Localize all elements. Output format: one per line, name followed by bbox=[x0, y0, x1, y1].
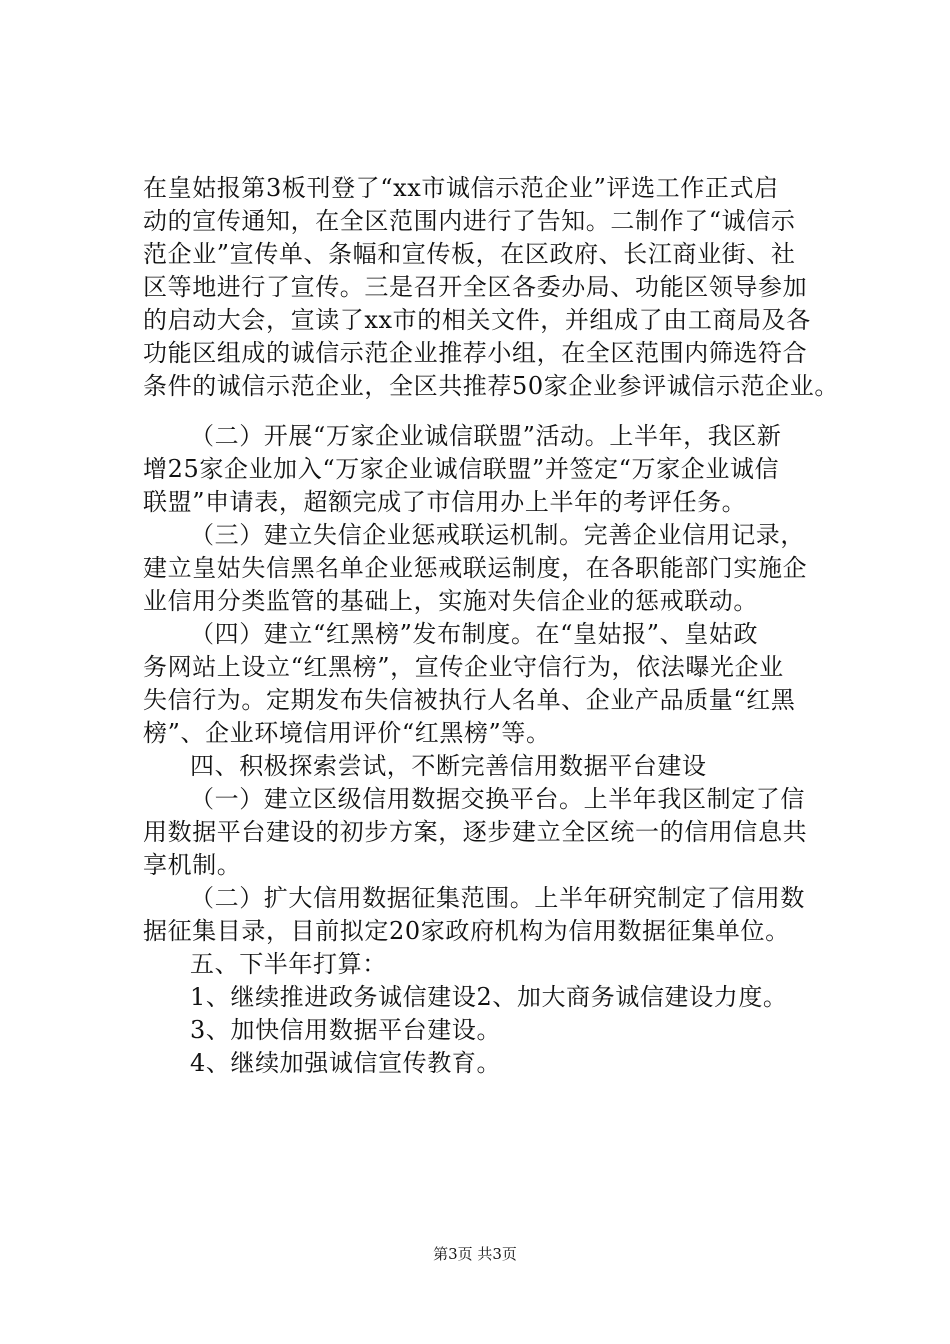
paragraph-line: 动的宣传通知，在全区范围内进行了告知。二制作了“诚信示 bbox=[143, 207, 796, 235]
paragraph-gap bbox=[143, 403, 843, 420]
paragraph-line: （三）建立失信企业惩戒联运机制。完善企业信用记录， bbox=[190, 521, 805, 549]
paragraph-line: 范企业”宣传单、条幅和宣传板，在区政府、长江商业街、社 bbox=[143, 240, 796, 268]
paragraph-line: 建立皇姑失信黑名单企业惩戒联运制度，在各职能部门实施企 bbox=[143, 554, 808, 582]
paragraph-line: 据征集目录，目前拟定20家政府机构为信用数据征集单位。 bbox=[143, 917, 790, 945]
section-heading: 五、下半年打算： bbox=[190, 950, 387, 978]
list-item: 3、加快信用数据平台建设。 bbox=[190, 1016, 502, 1044]
paragraph-line: 的启动大会，宣读了xx市的相关文件，并组成了由工商局及各 bbox=[143, 306, 811, 334]
paragraph-line: 区等地进行了宣传。三是召开全区各委办局、功能区领导参加 bbox=[143, 273, 808, 301]
section-heading: 四、积极探索尝试，不断完善信用数据平台建设 bbox=[190, 752, 707, 780]
paragraph-line: 务网站上设立“红黑榜”，宣传企业守信行为，依法曝光企业 bbox=[143, 653, 784, 681]
paragraph-line: （二）扩大信用数据征集范围。上半年研究制定了信用数 bbox=[190, 884, 805, 912]
paragraph-line: 失信行为。定期发布失信被执行人名单、企业产品质量“红黑 bbox=[143, 686, 796, 714]
paragraph-line: 享机制。 bbox=[143, 851, 242, 879]
paragraph-line: 业信用分类监管的基础上，实施对失信企业的惩戒联动。 bbox=[143, 587, 758, 615]
page-footer: 第3页 共3页 bbox=[433, 1245, 517, 1263]
list-item: 1、继续推进政务诚信建设2、加大商务诚信建设力度。 bbox=[190, 983, 788, 1011]
paragraph-line: 用数据平台建设的初步方案，逐步建立全区统一的信用信息共 bbox=[143, 818, 808, 846]
paragraph-line: （一）建立区级信用数据交换平台。上半年我区制定了信 bbox=[190, 785, 805, 813]
paragraph-line: 条件的诚信示范企业，全区共推荐50家企业参评诚信示范企业。 bbox=[143, 372, 839, 400]
paragraph-line: 增25家企业加入“万家企业诚信联盟”并签定“万家企业诚信 bbox=[143, 455, 780, 483]
paragraph-line: （四）建立“红黑榜”发布制度。在“皇姑报”、皇姑政 bbox=[190, 620, 759, 648]
document-body bbox=[143, 172, 843, 1080]
paragraph-line: 在皇姑报第3板刊登了“xx市诚信示范企业”评选工作正式启 bbox=[143, 174, 779, 202]
list-item: 4、继续加强诚信宣传教育。 bbox=[190, 1049, 502, 1077]
paragraph-line: 榜”、企业环境信用评价“红黑榜”等。 bbox=[143, 719, 551, 747]
paragraph-line: 联盟”申请表，超额完成了市信用办上半年的考评任务。 bbox=[143, 488, 747, 516]
paragraph-line: （二）开展“万家企业诚信联盟”活动。上半年，我区新 bbox=[190, 422, 782, 450]
paragraph-line: 功能区组成的诚信示范企业推荐小组，在全区范围内筛选符合 bbox=[143, 339, 808, 367]
